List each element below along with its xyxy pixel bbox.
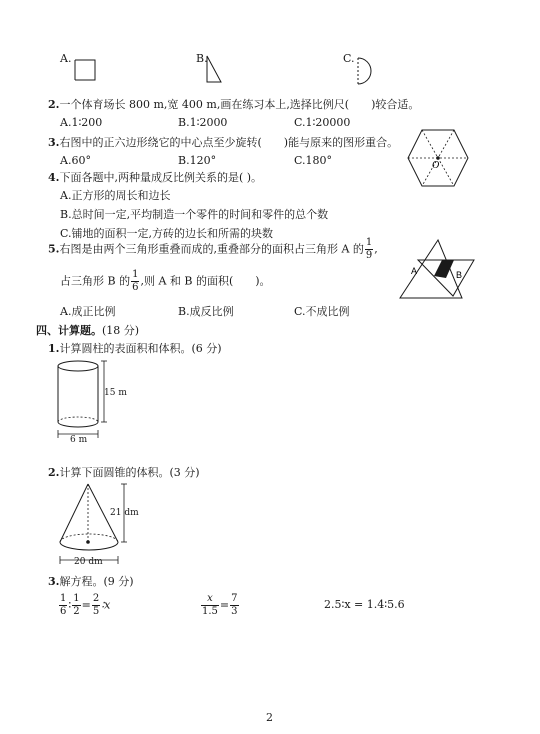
equation-1: $\frac{1}{6}$ ∶ $\frac{1}{2}$ = $\frac{2}{5}$ ∶x: [60, 593, 111, 617]
q3-question: 3.右图中的正六边形绕它的中心点至少旋转( )能与原来的图形重合。: [48, 136, 399, 149]
hexagon-figure: [407, 128, 469, 188]
q1-option-a: A.: [60, 52, 72, 65]
cylinder-width-label: 6 m: [70, 435, 88, 445]
cone-width-label: 20 dm: [74, 557, 103, 567]
cone-height-label: 21 dm: [110, 508, 139, 518]
q5-question-line1: 5.右图是由两个三角形重叠而成的,重叠部分的面积占三角形 A 的 $\frac{1}{9}$ ,: [48, 237, 378, 261]
calc1-question: 1.计算圆柱的表面积和体积。(6 分): [48, 342, 222, 355]
q5-question-line2: 占三角形 B 的 $\frac{1}{6}$ ,则 A 和 B 的面积( )。: [60, 269, 271, 293]
q4-option-b: B.总时间一定,平均制造一个零件的时间和零件的总个数: [60, 208, 329, 221]
q1-semicircle-figure: [356, 58, 380, 88]
q5-option-a: A.成正比例: [60, 305, 116, 318]
equation-3: 2.5∶x = 1.4∶5.6: [324, 598, 405, 611]
cylinder-height-label: 15 m: [104, 388, 127, 398]
q5-option-c: C.不成比例: [294, 305, 350, 318]
q3-option-c: C.180°: [294, 154, 333, 167]
equation-2: $\frac{x}{1.5}$ = $\frac{7}{3}$: [202, 593, 238, 617]
q4-option-a: A.正方形的周长和边长: [60, 189, 171, 202]
triangle-b-label: B: [456, 270, 463, 280]
q4-option-c: C.铺地的面积一定,方砖的边长和所需的块数: [60, 227, 274, 240]
calc3-question: 3.解方程。(9 分): [48, 575, 134, 588]
q1-triangle-figure: [205, 56, 225, 84]
q5-option-b: B.成反比例: [178, 305, 234, 318]
hexagon-center-label: O: [432, 160, 440, 171]
page-number: 2: [266, 711, 273, 724]
q2-option-b: B.1∶2000: [178, 116, 228, 129]
cone-figure: [58, 482, 148, 572]
section-4-title: 四、计算题。(18 分): [36, 324, 140, 337]
q1-option-c: C.: [343, 52, 355, 65]
q1-option-b: B.: [196, 52, 208, 65]
triangle-a-label: A: [411, 266, 418, 276]
q3-option-b: B.120°: [178, 154, 217, 167]
q5-fraction-1-6: $\frac{1}{6}$: [132, 269, 139, 293]
q2-question: 2.一个体育场长 800 m,宽 400 m,画在练习本上,选择比例尺( )较合适。: [48, 98, 420, 111]
calc2-question: 2.计算下面圆锥的体积。(3 分): [48, 466, 200, 479]
q1-square-figure: [75, 56, 97, 82]
q3-option-a: A.60°: [60, 154, 91, 167]
q2-option-a: A.1∶200: [60, 116, 103, 129]
q5-fraction-1-9: $\frac{1}{9}$: [365, 237, 373, 261]
q4-question: 4.下面各题中,两种量成反比例关系的是( )。: [48, 171, 263, 184]
overlapping-triangles-figure: [398, 238, 478, 300]
q2-option-c: C.1∶20000: [294, 116, 351, 129]
